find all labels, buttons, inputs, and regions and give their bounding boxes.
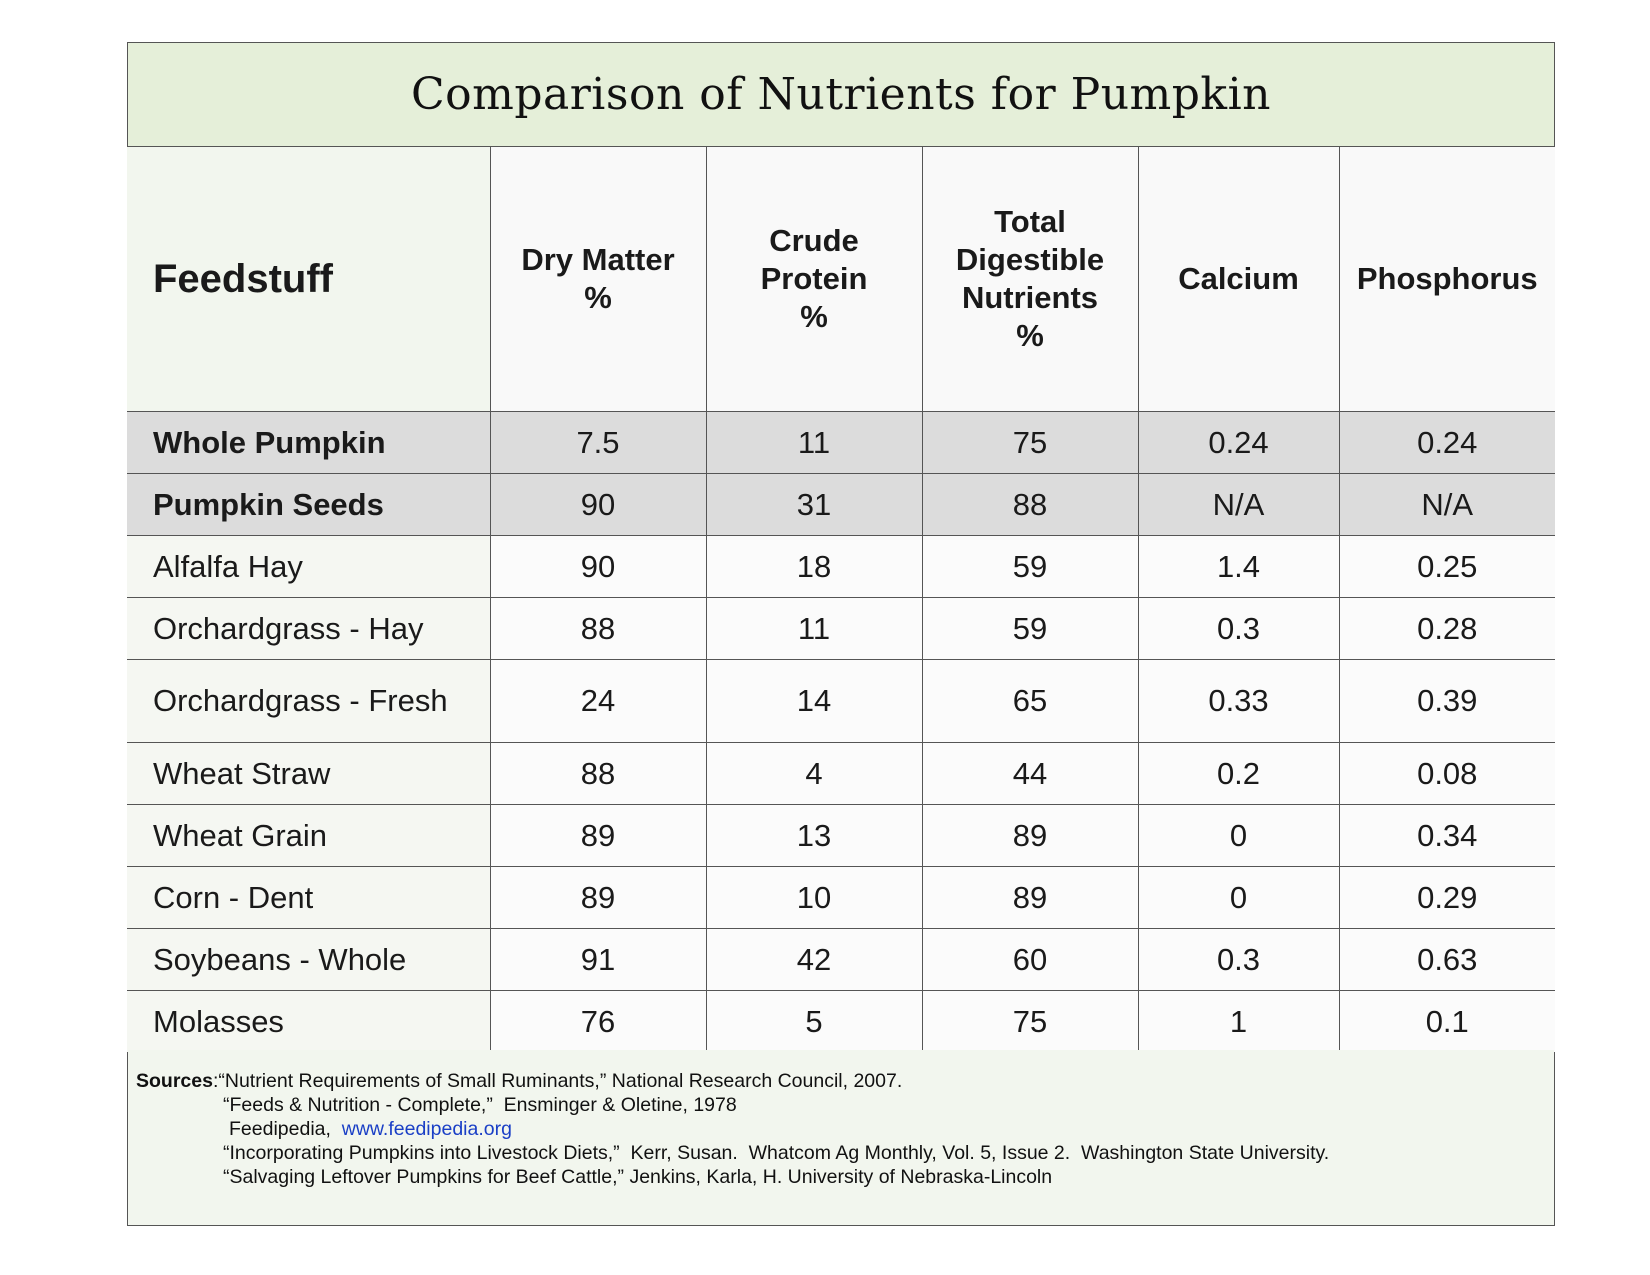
crude-protein-value: 18 [706,536,922,598]
sources-label: Sources [136,1070,213,1092]
calcium-value: 0.24 [1138,412,1339,474]
table-row-soybeans-whole [127,929,1555,991]
header-crude-protein-line2: Protein [760,261,868,296]
phosphorus-value: 0.29 [1339,867,1555,929]
title-bar [128,43,1554,147]
table-row-alfalfa-hay [127,536,1555,598]
dry-matter-value: 91 [490,929,706,991]
source-jenkins: “Salvaging Leftover Pumpkins for Beef Cattle,” Jenkins, Karla, H. University of Nebraska-Lincoln [223,1166,1053,1188]
tdn-value: 75 [922,412,1138,474]
feedstuff-name: Whole Pumpkin [127,412,490,474]
sources-section [128,1050,1554,1225]
tdn-value: 89 [922,867,1138,929]
feedstuff-name: Corn - Dent [127,867,490,929]
header-crude-protein-line1: Crude [769,223,859,258]
table-row-orchardgrass-fresh [127,660,1555,743]
dry-matter-value: 90 [490,474,706,536]
calcium-value: 0.33 [1138,660,1339,743]
calcium-value: 1.4 [1138,536,1339,598]
phosphorus-value: 0.28 [1339,598,1555,660]
table-row-wheat-straw [127,743,1555,805]
nutrient-comparison-document [127,42,1555,1226]
header-feedstuff: Feedstuff [127,147,490,412]
table-row-corn-dent [127,867,1555,929]
table-row-whole-pumpkin [127,412,1555,474]
feedstuff-name: Wheat Straw [127,743,490,805]
crude-protein-value: 10 [706,867,922,929]
dry-matter-value: 88 [490,598,706,660]
page-title: Comparison of Nutrients for Pumpkin [411,69,1271,120]
source-line-1 [136,1069,1554,1093]
crude-protein-value: 14 [706,660,922,743]
phosphorus-value: 0.34 [1339,805,1555,867]
feedstuff-name: Pumpkin Seeds [127,474,490,536]
header-tdn-line3: Nutrients [961,280,1099,315]
crude-protein-value: 4 [706,743,922,805]
feedipedia-link[interactable]: www.feedipedia.org [341,1118,512,1140]
phosphorus-value: 0.08 [1339,743,1555,805]
source-kerr: “Incorporating Pumpkins into Livestock Diets,” Kerr, Susan. Whatcom Ag Monthly, Vol. 5, Issue 2. Washington State University. [223,1142,1330,1164]
tdn-value: 59 [922,536,1138,598]
source-ensminger: “Feeds & Nutrition - Complete,” Ensminger & Oletine, 1978 [223,1094,737,1116]
phosphorus-value: 0.63 [1339,929,1555,991]
calcium-value: 1 [1138,991,1339,1053]
header-crude-protein-line3: % [800,299,828,334]
feedstuff-name: Alfalfa Hay [127,536,490,598]
header-crude-protein [706,147,922,412]
phosphorus-value: N/A [1339,474,1555,536]
dry-matter-value: 7.5 [490,412,706,474]
calcium-value: 0 [1138,867,1339,929]
table-row-pumpkin-seeds [127,474,1555,536]
nutrient-table [127,146,1555,1053]
tdn-value: 89 [922,805,1138,867]
phosphorus-value: 0.25 [1339,536,1555,598]
dry-matter-value: 24 [490,660,706,743]
calcium-value: 0 [1138,805,1339,867]
tdn-value: 60 [922,929,1138,991]
dry-matter-value: 88 [490,743,706,805]
crude-protein-value: 13 [706,805,922,867]
crude-protein-value: 31 [706,474,922,536]
crude-protein-value: 42 [706,929,922,991]
feedstuff-name: Orchardgrass - Hay [127,598,490,660]
feedstuff-name: Soybeans - Whole [127,929,490,991]
calcium-value: 0.3 [1138,598,1339,660]
dry-matter-value: 90 [490,536,706,598]
dry-matter-value: 89 [490,805,706,867]
tdn-value: 75 [922,991,1138,1053]
tdn-value: 65 [922,660,1138,743]
header-dry-matter-line1: Dry Matter [521,242,675,277]
header-tdn-line4: % [1016,318,1044,353]
crude-protein-value: 11 [706,412,922,474]
dry-matter-value: 76 [490,991,706,1053]
tdn-value: 88 [922,474,1138,536]
header-tdn-line2: Digestible [955,242,1105,277]
header-phosphorus: Phosphorus [1339,147,1555,412]
tdn-value: 59 [922,598,1138,660]
feedstuff-name: Orchardgrass - Fresh [127,660,490,743]
source-nrc: :“Nutrient Requirements of Small Ruminants,” National Research Council, 2007. [212,1070,903,1092]
feedstuff-name: Molasses [127,991,490,1053]
table-header-row [127,147,1555,412]
header-calcium: Calcium [1138,147,1339,412]
crude-protein-value: 5 [706,991,922,1053]
feedstuff-name: Wheat Grain [127,805,490,867]
table-row-wheat-grain [127,805,1555,867]
tdn-value: 44 [922,743,1138,805]
crude-protein-value: 11 [706,598,922,660]
header-dry-matter-line2: % [584,280,612,315]
header-tdn-line1: Total [994,204,1066,239]
header-dry-matter [490,147,706,412]
calcium-value: 0.2 [1138,743,1339,805]
calcium-value: N/A [1138,474,1339,536]
source-line-3 [136,1117,1554,1141]
calcium-value: 0.3 [1138,929,1339,991]
dry-matter-value: 89 [490,867,706,929]
phosphorus-value: 0.24 [1339,412,1555,474]
table-row-molasses [127,991,1555,1053]
header-tdn [922,147,1138,412]
phosphorus-value: 0.39 [1339,660,1555,743]
source-feedipedia: Feedipedia, [229,1118,342,1140]
phosphorus-value: 0.1 [1339,991,1555,1053]
table-row-orchardgrass-hay [127,598,1555,660]
